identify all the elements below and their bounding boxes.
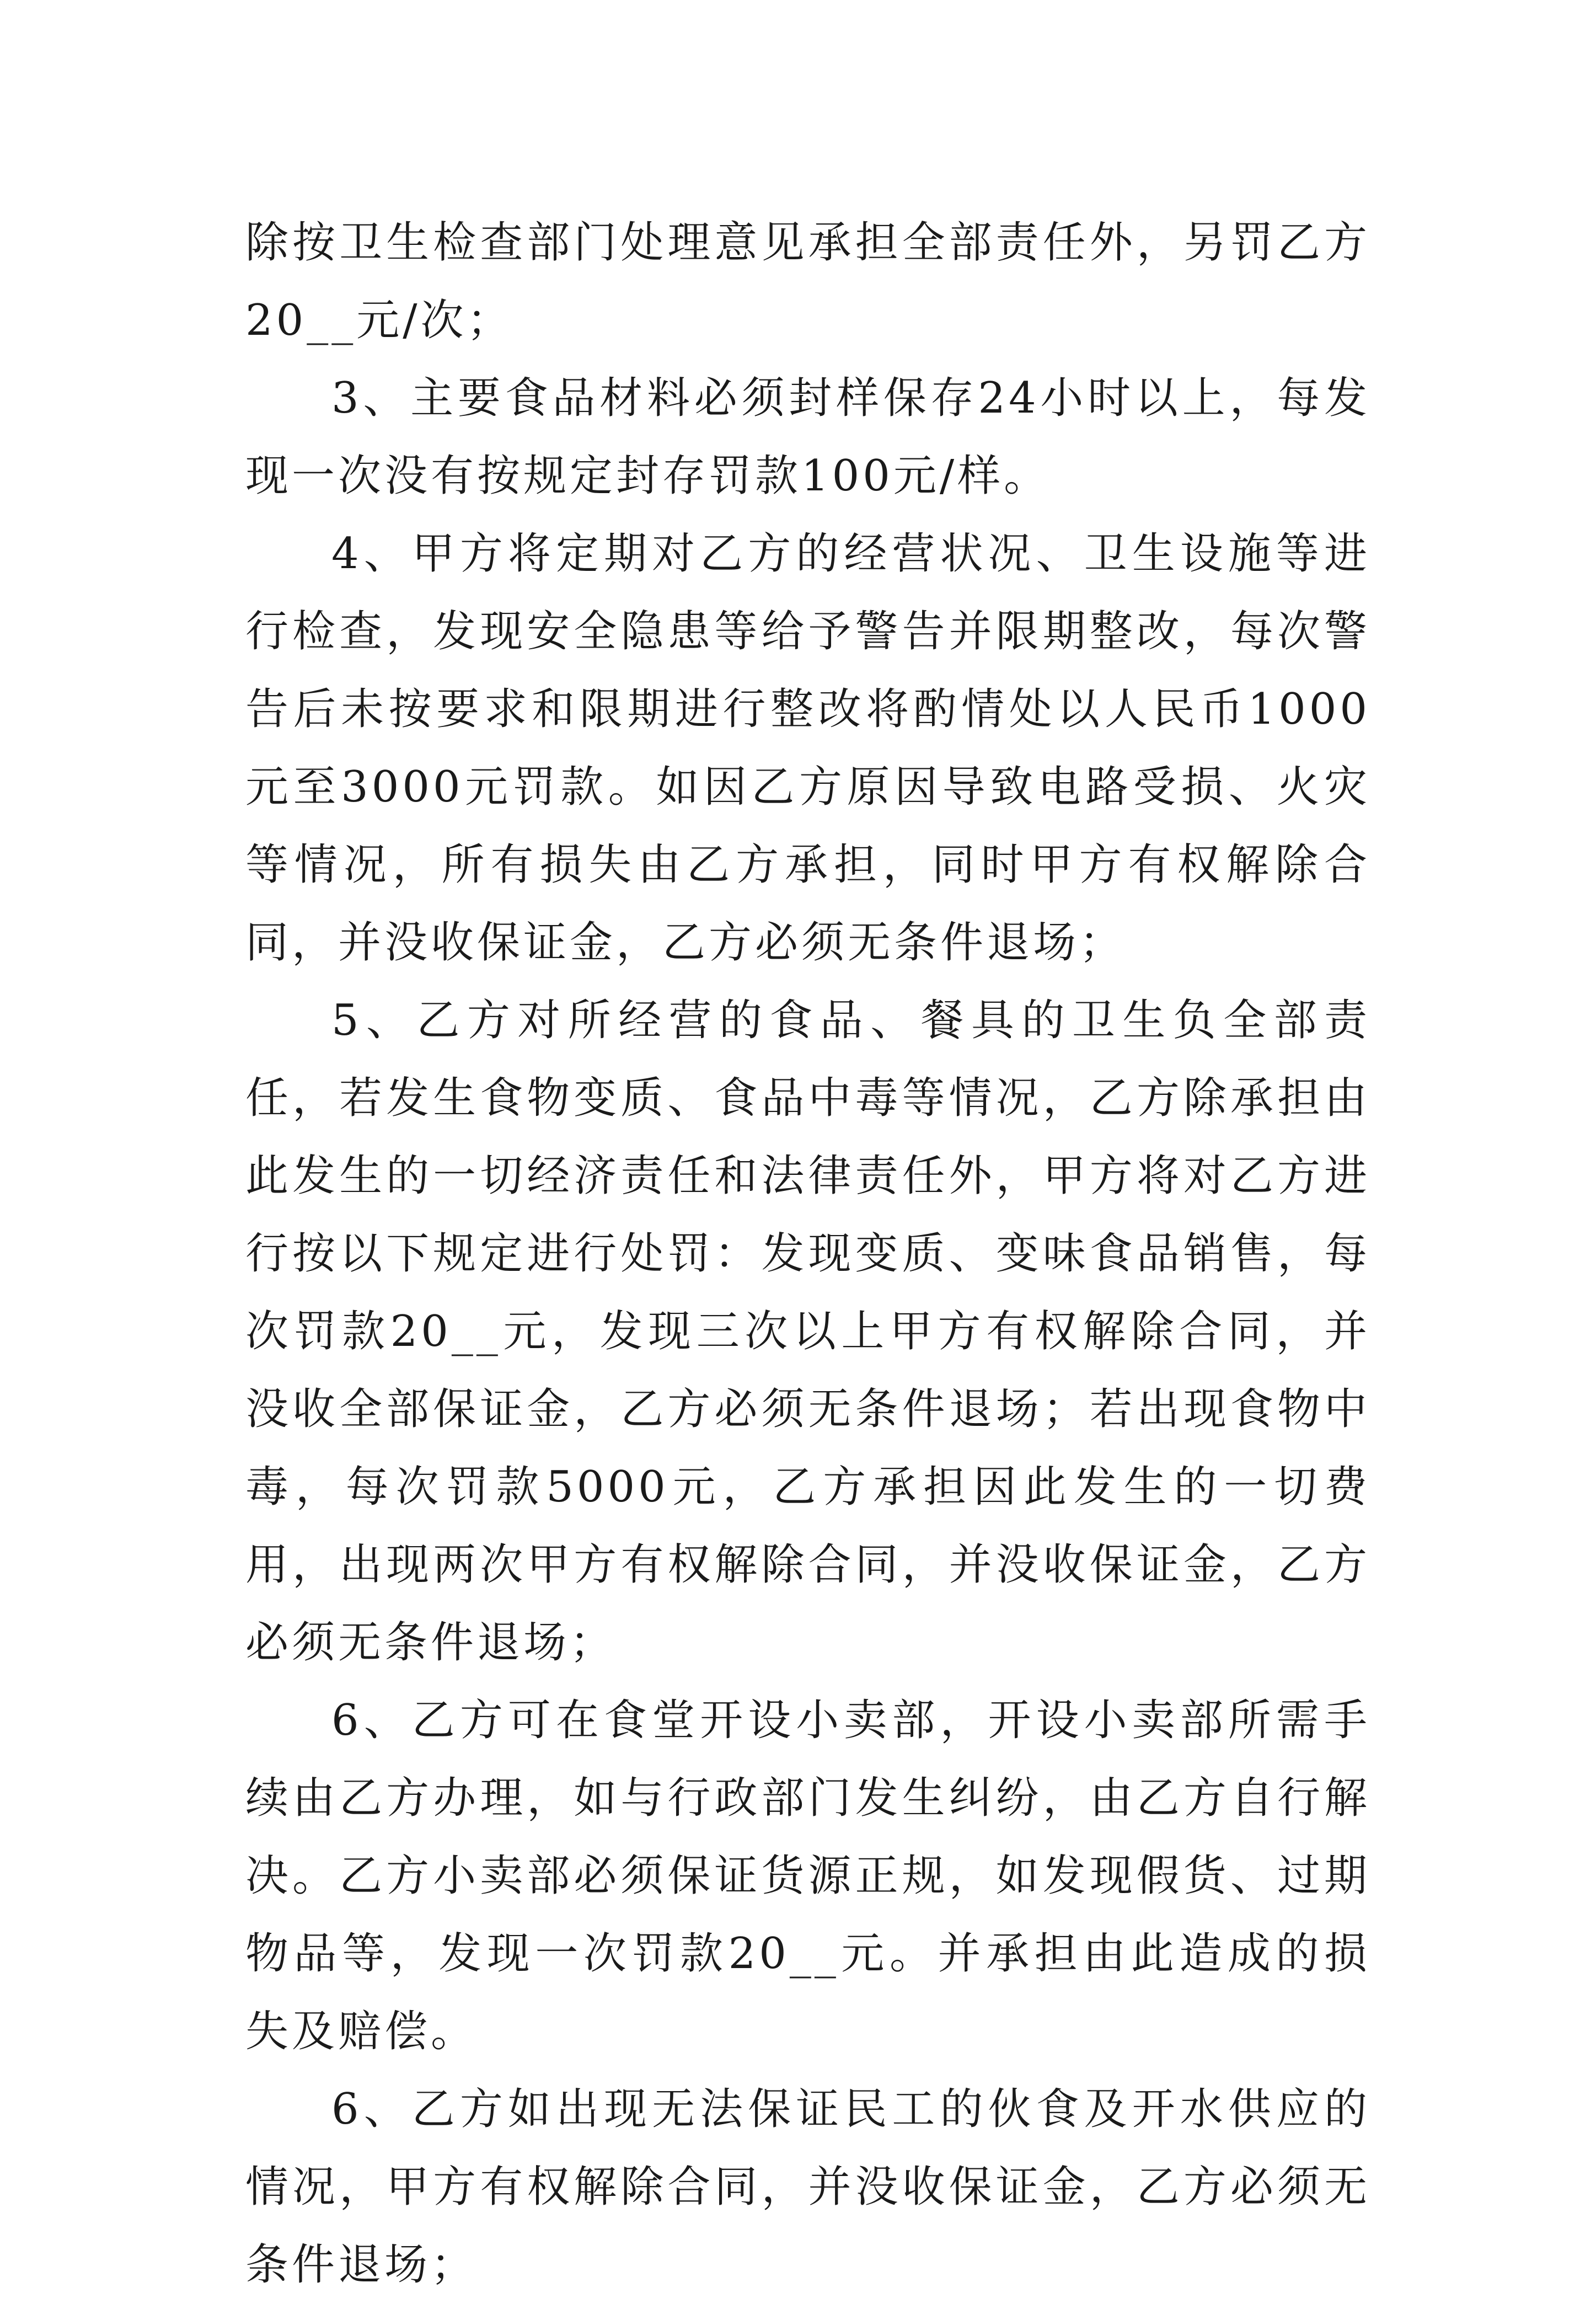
paragraph-clause-5: 5、乙方对所经营的食品、餐具的卫生负全部责任，若发生食物变质、食品中毒等情况，乙方除承担由此发生的一切经济责任和法律责任外，甲方将对乙方进行按以下规定进行处罚：发现变质、变味食品销售，每次罚款20__元，发现三次以上甲方有权解除合同，并没收全部保证金，乙方必须无条件退场；若出现食物中毒，每次罚款5000元，乙方承担因此发生的一切费用，出现两次甲方有权解除合同，并没收保证金，乙方必须无条件退场； [245, 996, 1370, 1667]
paragraph-clause-3: 3、主要食品材料必须封样保存24小时以上，每发现一次没有按规定封存罚款100元/样。 [245, 373, 1370, 501]
paragraph-continuation: 除按卫生检查部门处理意见承担全部责任外，另罚乙方20__元/次； [245, 218, 1370, 345]
paragraph-clause-6-shop: 6、乙方可在食堂开设小卖部，开设小卖部所需手续由乙方办理，如与行政部门发生纠纷，由乙方自行解决。乙方小卖部必须保证货源正规，如发现假货、过期物品等，发现一次罚款20__元。并承担由此造成的损失及赔偿。 [245, 1696, 1370, 2056]
document-body [245, 204, 1370, 2304]
paragraph-clause-4: 4、甲方将定期对乙方的经营状况、卫生设施等进行检查，发现安全隐患等给予警告并限期整改，每次警告后未按要求和限期进行整改将酌情处以人民币1000元至3000元罚款。如因乙方原因导致电路受损、火灾等情况，所有损失由乙方承担，同时甲方有权解除合同，并没收保证金，乙方必须无条件退场； [245, 529, 1370, 967]
paragraph-clause-6-supply: 6、乙方如出现无法保证民工的伙食及开水供应的情况，甲方有权解除合同，并没收保证金，乙方必须无条件退场； [245, 2084, 1370, 2290]
